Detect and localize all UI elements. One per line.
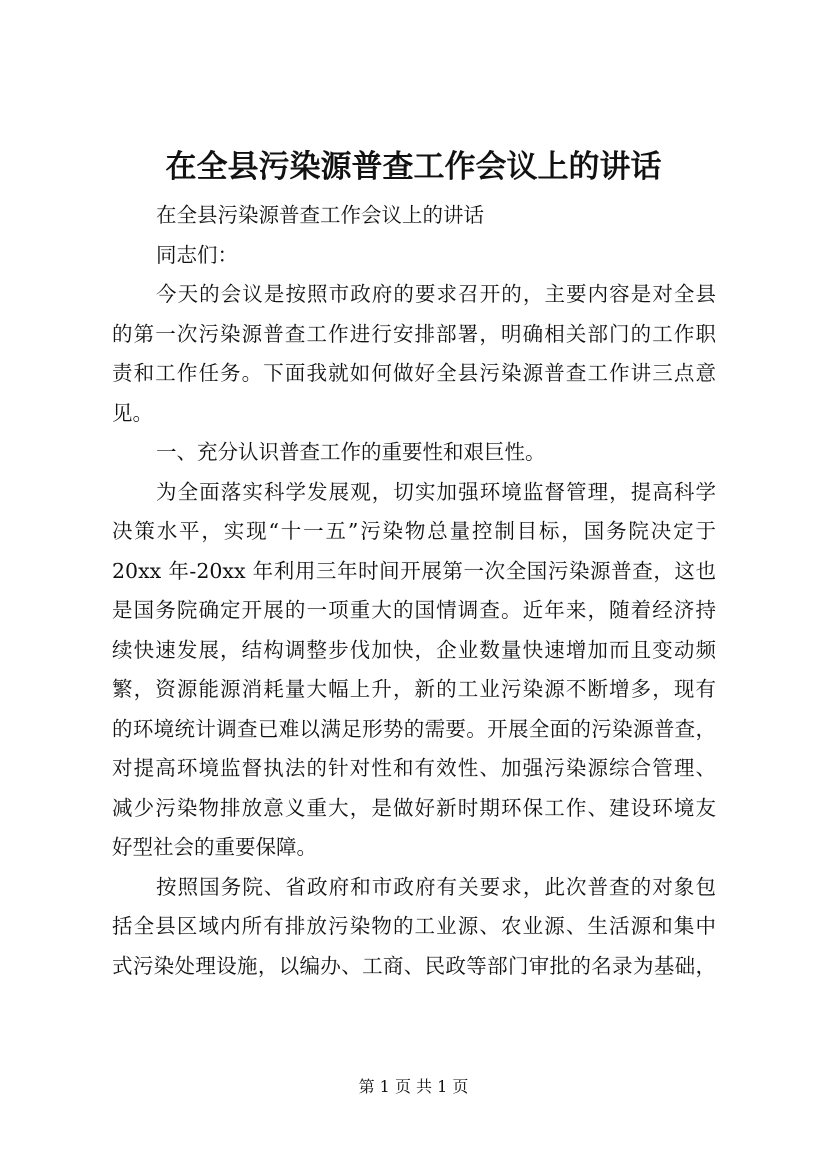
document-title: 在全县污染源普查工作会议上的讲话 xyxy=(165,149,662,185)
paragraph-line: 按照国务院、省政府和市政府有关要求，此次普查的对象包 xyxy=(156,874,716,899)
paragraph-line: 括全县区域内所有排放污染物的工业源、农业源、生活源和集中 xyxy=(112,914,716,938)
paragraph-line: 续快速发展，结构调整步伐加快，企业数量快速增加而且变动频 xyxy=(112,637,716,662)
paragraph-line: 今天的会议是按照市政府的要求召开的，主要内容是对全县 xyxy=(156,282,716,306)
paragraph-line: 对提高环境监督执法的针对性和有效性、加强污染源综合管理、 xyxy=(112,756,716,780)
paragraph-line: 为全面落实科学发展观，切实加强环境监督管理，提高科学 xyxy=(156,479,716,504)
page-footer: 第 1 页 共 1 页 xyxy=(358,1077,469,1096)
subtitle-line: 在全县污染源普查工作会议上的讲话 xyxy=(156,203,484,227)
salutation-line: 同志们： xyxy=(156,242,238,267)
section-heading: 一、充分认识普查工作的重要性和艰巨性。 xyxy=(156,440,546,464)
paragraph-line: 好型社会的重要保障。 xyxy=(112,835,317,859)
paragraph-line: 见。 xyxy=(112,400,153,425)
paragraph-line: 繁，资源能源消耗量大幅上升，新的工业污染源不断增多，现有 xyxy=(112,677,716,701)
paragraph-line: 式污染处理设施，以编办、工商、民政等部门审批的名录为基础， xyxy=(112,953,716,978)
paragraph-line: 决策水平，实现“十一五”污染物总量控制目标，国务院决定于 xyxy=(112,519,716,543)
document-body xyxy=(112,196,716,986)
paragraph-line: 20xx 年-20xx 年利用三年时间开展第一次全国污染源普查，这也 xyxy=(112,558,716,583)
paragraph-line: 责和工作任务。下面我就如何做好全县污染源普查工作讲三点意 xyxy=(112,361,716,385)
paragraph-line: 的环境统计调查已难以满足形势的需要。开展全面的污染源普查， xyxy=(112,716,716,741)
paragraph-line: 的第一次污染源普查工作进行安排部署，明确相关部门的工作职 xyxy=(112,321,716,346)
paragraph-line: 减少污染物排放意义重大，是做好新时期环保工作、建设环境友 xyxy=(112,795,716,820)
paragraph-line: 是国务院确定开展的一项重大的国情调查。近年来，随着经济持 xyxy=(112,598,716,622)
